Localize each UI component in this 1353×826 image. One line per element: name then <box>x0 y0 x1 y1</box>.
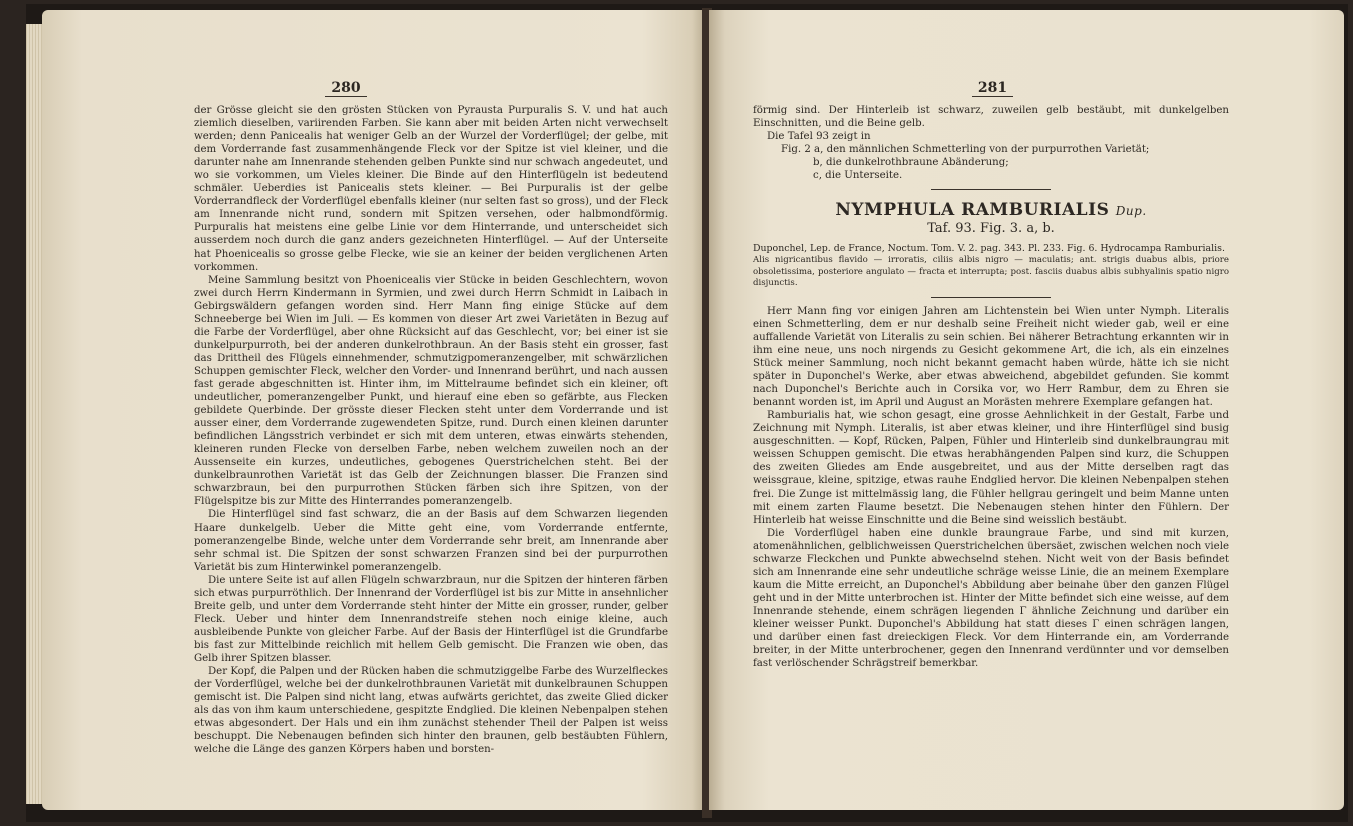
species-author: Dup. <box>1115 204 1147 219</box>
right-text-column <box>753 104 1229 670</box>
right-paragraph: Herr Mann fing vor einigen Jahren am Lichtenstein bei Wien unter Nymph. Literalis einen Schmetterling, dem er nur deshalb seine Freiheit nicht wieder gab, weil er eine auffallende Varietät von Literalis zu sein schien. Bei näherer Betrachtung erkannten wir in ihm eine neue, uns noch nirgends zu Gesicht gekommene Art, die ich, als ein einzelnes Stück meiner Sammlung, noch nicht bekannt gemacht haben würde, hätte ich sie nicht später in Duponchel's Werke, aber etwas abweichend, abgebildet gefunden. Sie kommt nach Duponchel's Berichte auch in Corsika vor, wo Herr Rambur, dem zu Ehren sie benannt worden ist, im April und August an Morästen mehrere Exemplare gefangen hat. <box>753 305 1229 409</box>
left-paragraph: Meine Sammlung besitzt von Phoenicealis vier Stücke in beiden Geschlechtern, wovon zwei durch Herrn Kindermann in Syrmien, und zwei durch Herrn Schmidt in Laibach in Gebirgswäldern gefangen worden sind. Herr Mann fing einige Stücke auf dem Schneeberge bei Wien im Juli. — Es kommen von dieser Art zwei Varietäten in Bezug auf die Farbe der Vorderflügel, aber ohne Rücksicht auf das Geschlecht, vor; bei einer ist sie dunkelpurpurroth, bei der anderen dunkelrothbraun. An der Basis steht ein grosser, fast das Drittheil des Flügels einnehmender, schmutzigpomeranzengelber, mit schwärzlichen Schuppen gemischter Fleck, welcher den Vorder- und Innenrand berührt, und nach aussen fast gerade abgeschnitten ist. Hinter ihm, im Mittelraume befindet sich ein kleiner, oft undeutlicher, pomeranzengelber Punkt, und hierauf eine eben so gefärbte, aus Flecken gebildete Querbinde. Der grösste dieser Flecken steht unter dem Vorderrande und ist ausser einer, dem Vorderrande zugewendeten Spitze, rund. Durch einen kleinen darunter befindlichen Längsstrich verbindet er sich mit dem unteren, etwas einwärts stehenden, kleineren runden Flecke von derselben Farbe, neben welchem zuweilen noch an der Aussenseite ein kurzes, undeutliches, gebogenes Querstrichelchen steht. Bei der dunkelbraunrothen Varietät ist das Gelb der Zeichnungen blasser. Die Franzen sind schwarzbraun, bei den purpurrothen Stücken färben sich ihre Spitzen, von der Flügelspitze bis zur Mitte des Hinterrandes pomeranzengelb. <box>194 274 668 508</box>
literature-reference: Duponchel, Lep. de France, Noctum. Tom. V. 2. pag. 343. Pl. 233. Fig. 6. Hydrocampa Ramburialis. <box>753 243 1225 255</box>
latin-diagnosis: Alis nigricantibus flavido — irroratis, ciliis albis nigro — maculatis; ant. strigis duabus albis, priore obsoletissima, posteriore angulato — fracta et interrupta; post. fasciis duabus albis subhyalinis spatio nigro disjunctis. <box>753 255 1229 289</box>
left-page <box>42 10 706 810</box>
left-paragraph: Der Kopf, die Palpen und der Rücken haben die schmutziggelbe Farbe des Wurzelfleckes der Vorderflügel, welche bei der dunkelrothbraunen Varietät mit dunkelbraunen Schuppen gemischt ist. Die Palpen sind nicht lang, etwas aufwärts gerichtet, das zweite Glied dicker als das von ihm kaum unterschiedene, gespitzte Endglied. Die kleinen Nebenpalpen stehen etwas abgesondert. Der Hals und ein ihm zunächst stehender Theil der Palpen ist weiss beschuppt. Die Nebenaugen befinden sich hinter den braunen, gelb bestäubten Fühlern, welche die Länge des ganzen Körpers haben und borsten- <box>194 666 668 756</box>
right-page <box>709 10 1344 810</box>
figure-caption-c: c, die Unterseite. <box>813 170 903 182</box>
left-page-number: 280 <box>42 80 678 96</box>
plate-intro: Die Tafel 93 zeigt in <box>767 131 871 143</box>
section-divider <box>931 189 1051 190</box>
figure-caption-b: b, die dunkelrothbraune Abänderung; <box>813 157 1009 169</box>
left-text-column <box>194 104 668 756</box>
left-paragraph: Die untere Seite ist auf allen Flügeln schwarzbraun, nur die Spitzen der hinteren färben sich etwas purpurröthlich. Der Innenrand der Vorderflügel ist bis zur Mitte in ansehnlicher Breite gelb, und unter dem Vorderrande steht hinter der Mitte ein grosser, runder, gelber Fleck. Ueber und hinter dem Innenrandstreife stehen noch einige kleine, auch ausbleibende Punkte von gleicher Farbe. Auf der Basis der Hinterflügel ist die Grundfarbe bis fast zur Mittelbinde reichlich mit hellem Gelb gemischt. Die Franzen wie oben, das Gelb ihrer Spitzen blasser. <box>194 574 668 664</box>
plate-reference: Taf. 93. Fig. 3. a, b. <box>927 221 1055 237</box>
right-page-number: 281 <box>709 80 1310 96</box>
figure-caption-a: Fig. 2 a, den männlichen Schmetterling von der purpurrothen Varietät; <box>781 144 1150 156</box>
section-divider <box>931 297 1051 298</box>
right-intro-paragraph: förmig sind. Der Hinterleib ist schwarz, zuweilen gelb bestäubt, mit dunkelgelben Einschnitten, und die Beine gelb. <box>753 105 1229 130</box>
species-title: NYMPHULA RAMBURIALIS Dup. <box>835 200 1147 221</box>
left-paragraph: der Grösse gleicht sie den grösten Stücken von Pyrausta Purpuralis S. V. und hat auch ziemlich dieselben, variirenden Farben. Sie kann aber mit beiden Arten nicht verwechselt werden; denn Panicealis hat weniger Gelb an der Wurzel der Vorderflügel; der gelbe, mit dem Vorderrande fast zusammenhängende Fleck vor der Spitze ist viel kleiner, und die darunter nahe am Innenrande stehenden gelben Punkte sind nur schwach angedeutet, und wo sie vorkommen, um Vieles kleiner. Die Binde auf den Hinterflügeln ist bedeutend schmäler. Ueberdies ist Panicealis stets kleiner. — Bei Purpuralis ist der gelbe Vorderrandfleck der Vorderflügel ebenfalls kleiner (nur selten fast so gross), und der Fleck am Innenrande nicht rund, sondern mit Spitzen versehen, oder halbmondförmig. Purpuralis hat meistens eine gelbe Linie vor dem Hinterrande, und unterscheidet sich ausserdem noch durch die ganz anders gezeichneten Hinterflügel. — Auf der Unterseite hat Phoenicealis so grosse gelbe Flecke, wie sie an keiner der beiden verglichenen Arten vorkommen. <box>194 105 668 273</box>
right-paragraph: Ramburialis hat, wie schon gesagt, eine grosse Aehnlichkeit in der Gestalt, Farbe und Zeichnung mit Nymph. Literalis, ist aber etwas kleiner, und ihre Hinterflügel sind busig ausgeschnitten. — Kopf, Rücken, Palpen, Fühler und Hinterleib sind dunkelbraungrau mit weissen Schuppen gemischt. Die etwas herabhängenden Palpen sind kurz, die Schuppen des zweiten Gliedes am Ende ausgebreitet, und aus der Mitte derselben ragt das weissgraue, kleine, spitzige, etwas rauhe Endglied hervor. Die kleinen Nebenpalpen stehen frei. Die Zunge ist mittelmässig lang, die Fühler hellgrau geringelt und beim Manne unten mit einem zarten Flaume besetzt. Die Nebenaugen stehen hinter den Fühlern. Der Hinterleib hat weisse Einschnitte und die Beine sind weisslich bestäubt. <box>753 410 1229 526</box>
open-book <box>26 4 1348 822</box>
right-paragraph: Die Vorderflügel haben eine dunkle braungraue Farbe, und sind mit kurzen, atomenähnlichen, gelblichweissen Querstrichelchen übersäet, zwischen welchen noch viele schwarze Fleckchen und Punkte abwechselnd stehen. Nicht weit von der Basis befindet sich am Innenrande eine sehr undeutliche schräge weisse Linie, die an meinem Exemplare kaum die Mitte erreicht, an Duponchel's Abbildung aber beinahe über den ganzen Flügel geht und in der Mitte unterbrochen ist. Hinter der Mitte befindet sich eine weisse, auf dem Innenrande stehende, einem schrägen liegenden Γ ähnliche Zeichnung und darüber ein kleiner weisser Punkt. Duponchel's Abbildung hat statt dieses Γ einen schrägen langen, und darüber einen fast dreieckigen Fleck. Vor dem Hinterrande ein, am Vorderrande breiter, in der Mitte unterbrochener, gegen den Innenrand verdünnter und vor demselben fast verlöschender Schrägstreif bemerkbar. <box>753 527 1229 670</box>
left-paragraph: Die Hinterflügel sind fast schwarz, die an der Basis auf dem Schwarzen liegenden Haare dunkelgelb. Ueber die Mitte geht eine, vom Vorderrande entfernte, pomeranzengelbe Binde, welche unter dem Vorderrande sehr breit, am Innenrande aber sehr schmal ist. Die Spitzen der sonst schwarzen Franzen sind bei der purpurrothen Varietät bis zum Hinterwinkel pomeranzengelb. <box>194 509 668 573</box>
